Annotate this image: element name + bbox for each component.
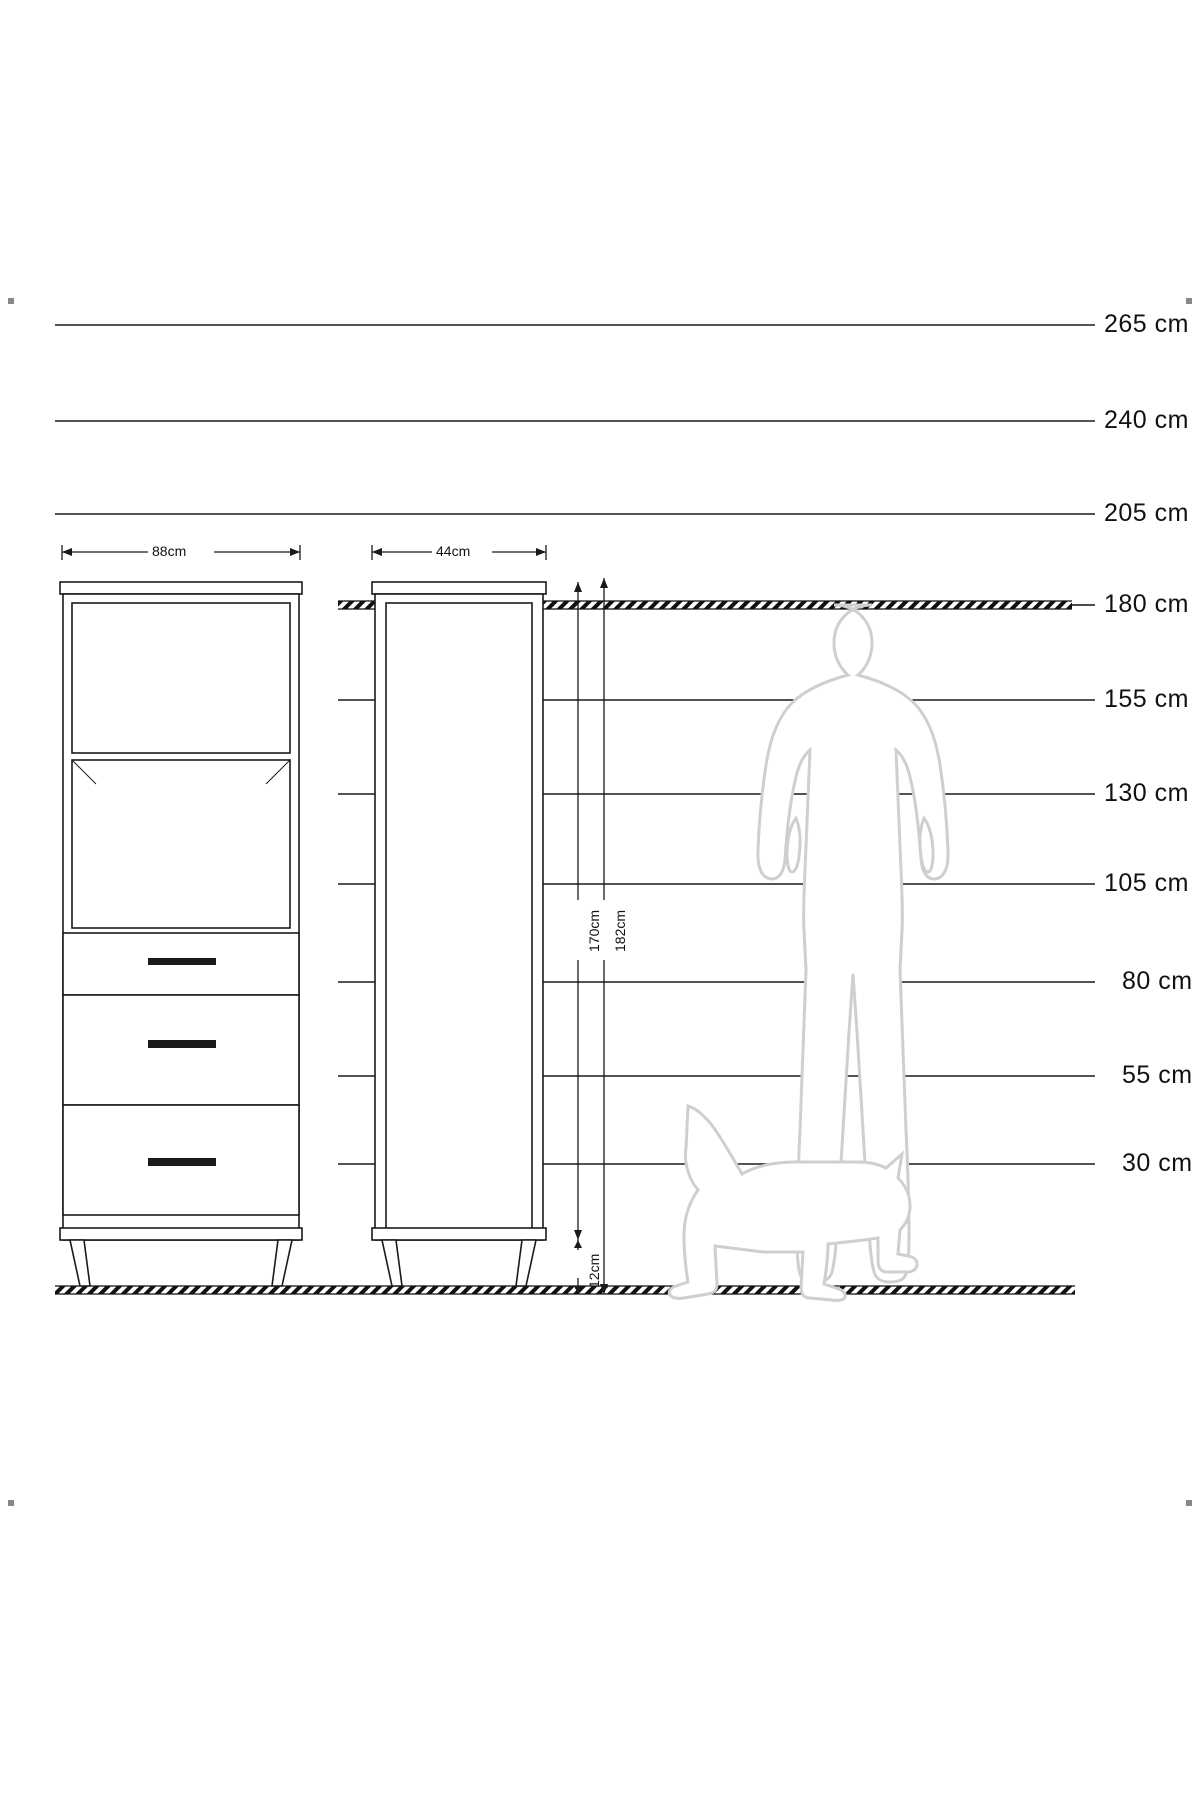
scale-label-205: 205 cm	[1104, 499, 1189, 527]
scale-label-80: 80 cm	[1122, 967, 1193, 995]
scale-label-55: 55 cm	[1122, 1061, 1193, 1089]
tall-cabinet-narrow	[372, 582, 546, 1286]
vertical-label-182: 182cm	[612, 909, 628, 952]
floor-line	[55, 1286, 1075, 1294]
width-label-44: 44cm	[436, 543, 471, 559]
reference-lines	[55, 325, 1095, 514]
tall-cabinet-wide	[60, 582, 302, 1286]
scale-label-265: 265 cm	[1104, 310, 1189, 338]
scale-ticks	[1072, 700, 1095, 1164]
scale-label-105: 105 cm	[1104, 869, 1189, 897]
width-label-88: 88cm	[152, 543, 187, 559]
scale-label-155: 155 cm	[1104, 685, 1189, 713]
scale-label-130: 130 cm	[1104, 779, 1189, 807]
vertical-label-12: 12cm	[586, 1253, 602, 1288]
scale-label-240: 240 cm	[1104, 406, 1189, 434]
vertical-label-170: 170cm	[586, 909, 602, 952]
vertical-dimension-170	[574, 582, 582, 1240]
scale-label-180: 180 cm	[1104, 590, 1189, 618]
scale-label-30: 30 cm	[1122, 1149, 1193, 1177]
